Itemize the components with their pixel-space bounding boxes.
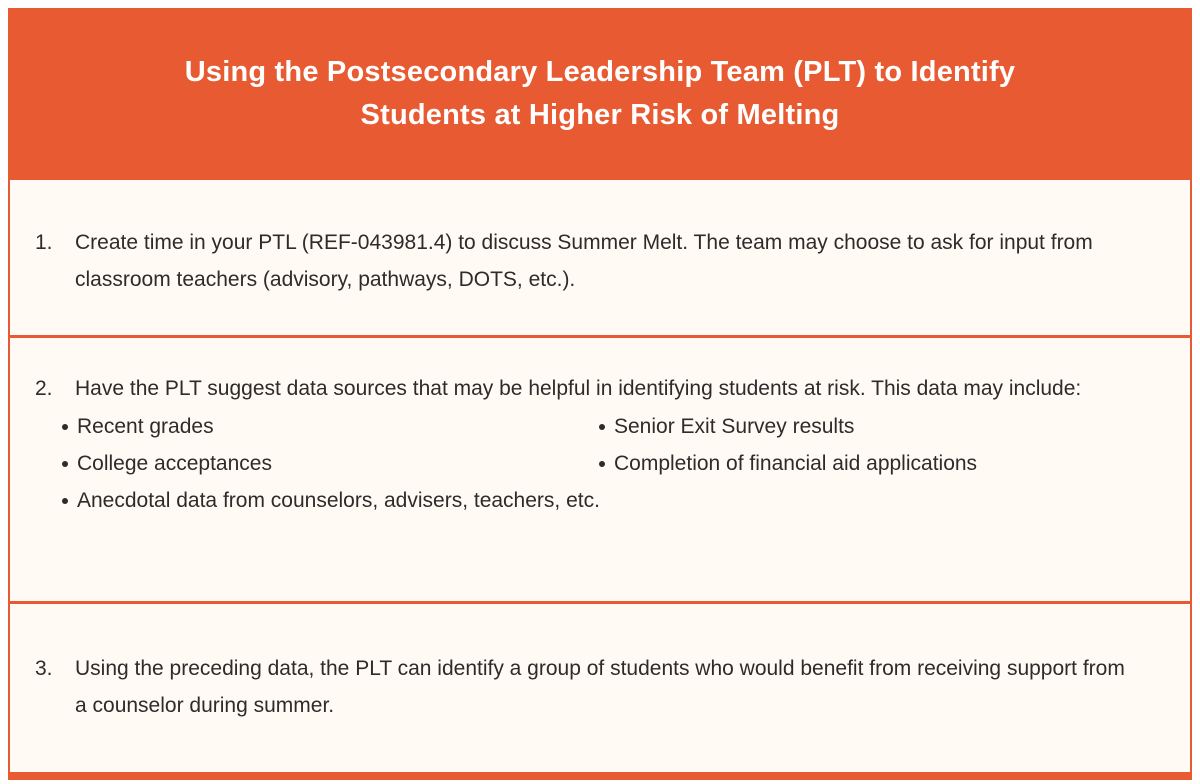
step-2 bbox=[10, 370, 1190, 407]
list-item-label: Recent grades bbox=[77, 415, 214, 438]
step-2-text: Have the PLT suggest data sources that may be helpful in identifying students at risk. This data may include: bbox=[75, 377, 1082, 400]
step-3-number: 3. bbox=[35, 657, 53, 680]
step-3-text: Using the preceding data, the PLT can identify a group of students who would benefit from receiving support from a counselor during summer. bbox=[75, 657, 1125, 717]
page-title bbox=[185, 51, 1016, 137]
bullet-icon bbox=[599, 461, 605, 467]
bullet-icon bbox=[62, 498, 68, 504]
list-item bbox=[599, 408, 1160, 445]
step-row-3 bbox=[8, 604, 1192, 772]
bullet-icon bbox=[599, 424, 605, 430]
step-1-number: 1. bbox=[35, 231, 53, 254]
page-title-line-2: Students at Higher Risk of Melting bbox=[360, 99, 840, 131]
bullet-icon bbox=[62, 461, 68, 467]
step-3 bbox=[10, 650, 1190, 724]
list-item-label: College acceptances bbox=[77, 452, 272, 475]
list-item bbox=[62, 408, 599, 445]
table-bottom-border bbox=[8, 772, 1192, 780]
page-title-line-1: Using the Postsecondary Leadership Team (PLT) to Identify bbox=[184, 56, 1016, 88]
list-item-label: Anecdotal data from counselors, advisers, teachers, etc. bbox=[77, 489, 600, 512]
step-1 bbox=[10, 224, 1190, 298]
list-item-label: Completion of financial aid applications bbox=[614, 452, 978, 475]
data-sources-list bbox=[10, 408, 1190, 519]
step-1-text: Create time in your PTL (REF-043981.4) to discuss Summer Melt. The team may choose to ask for input from classroom teachers (advisory, pathways, DOTS, etc.). bbox=[75, 231, 1093, 291]
step-2-number: 2. bbox=[35, 377, 53, 400]
step-row-1 bbox=[8, 180, 1192, 335]
bullet-icon bbox=[62, 424, 68, 430]
table-header-band bbox=[8, 8, 1192, 180]
list-item-label: Senior Exit Survey results bbox=[614, 415, 855, 438]
step-row-2 bbox=[8, 338, 1192, 601]
list-item bbox=[599, 445, 1160, 482]
list-item bbox=[62, 445, 599, 482]
plt-melt-guide-table bbox=[8, 8, 1192, 780]
list-item bbox=[62, 482, 1160, 519]
